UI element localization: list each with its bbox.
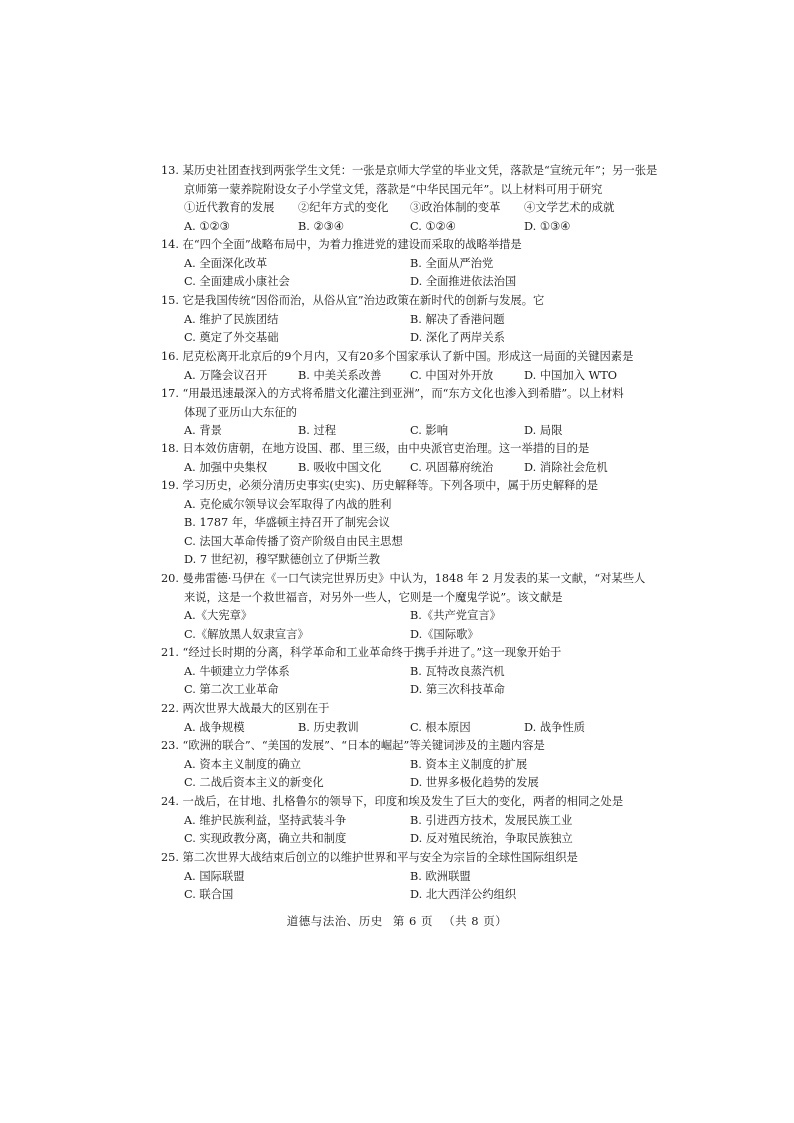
option-b: B. 瓦特改良蒸汽机 bbox=[410, 664, 505, 678]
option-a: A. ①②③ bbox=[184, 219, 230, 233]
question-15 bbox=[161, 292, 641, 348]
option-a: A. 加强中央集权 bbox=[184, 460, 268, 474]
question-19 bbox=[161, 477, 641, 570]
options-row bbox=[161, 255, 641, 274]
question-22 bbox=[161, 700, 641, 737]
option-a: A. 背景 bbox=[184, 424, 222, 438]
question-stem: 21. “经过长时期的分离，科学革命和工业革命终于携手并进了。”这一现象开始于 bbox=[161, 646, 562, 659]
option-a: A. 国际联盟 bbox=[184, 869, 245, 883]
footer-subject: 道德与法治、历史 bbox=[286, 914, 383, 928]
options-row bbox=[161, 886, 641, 905]
option-d: D. 局限 bbox=[524, 424, 563, 438]
option-a: A. 战争规模 bbox=[184, 720, 245, 734]
question-stem: 15. 它是我国传统“因俗而治，从俗从宜”治边政策在新时代的创新与发展。它 bbox=[161, 294, 545, 307]
option-d: D. 第三次科技革命 bbox=[410, 683, 505, 697]
sub-statement: ④文学艺术的成就 bbox=[524, 201, 615, 215]
options-row bbox=[161, 756, 641, 775]
option-d: D. 世界多极化趋势的发展 bbox=[410, 776, 539, 790]
options-row bbox=[161, 218, 641, 237]
option-c: C. 联合国 bbox=[184, 888, 234, 902]
option-c: C. 影响 bbox=[410, 424, 449, 438]
option-d: D. ①③④ bbox=[524, 219, 571, 233]
question-stem: 24. 一战后，在甘地、扎格鲁尔的领导下，印度和埃及发生了巨大的变化，两者的相同之处是 bbox=[161, 795, 624, 808]
option-c: C. ①②④ bbox=[410, 219, 456, 233]
question-23 bbox=[161, 737, 641, 793]
option-a: A. 克伦威尔领导议会军取得了内战的胜利 bbox=[184, 497, 392, 511]
option-d: D. 北大西洋公约组织 bbox=[410, 888, 517, 902]
option-c: C. 第二次工业革命 bbox=[184, 683, 279, 697]
options-row bbox=[161, 367, 641, 386]
option-d: D. 深化了两岸关系 bbox=[410, 331, 505, 345]
question-16 bbox=[161, 348, 641, 385]
question-stem-continued: 京师第一蒙养院附设女子小学堂文凭，落款是“中华民国元年”。以上材料可用于研究 bbox=[184, 182, 603, 196]
option-b: B. 吸收中国文化 bbox=[298, 460, 382, 474]
question-17 bbox=[161, 385, 641, 441]
question-stem-continued: 来说，这是一个救世福音，对另外一些人，它则是一个魔鬼学说”。该文献是 bbox=[184, 590, 563, 604]
sub-statements bbox=[161, 199, 641, 218]
options-row bbox=[161, 422, 641, 441]
question-25 bbox=[161, 849, 641, 905]
option-b: B. 历史教训 bbox=[298, 720, 359, 734]
options-row bbox=[161, 329, 641, 348]
question-stem: 23. “欧洲的联合”、“美国的发展”、“日本的崛起”等关键词涉及的主题内容是 bbox=[161, 739, 545, 752]
question-stem: 14. 在“四个全面”战略布局中，为着力推进党的建设而采取的战略举措是 bbox=[161, 238, 522, 251]
option-a: A. 牛顿建立力学体系 bbox=[184, 664, 290, 678]
page-footer bbox=[0, 913, 794, 929]
options-row bbox=[161, 626, 641, 645]
option-b: B. 过程 bbox=[298, 424, 337, 438]
option-a: A.《大宪章》 bbox=[184, 609, 253, 623]
option-a: A. 维护了民族团结 bbox=[184, 312, 279, 326]
option-c: C. 奠定了外交基础 bbox=[184, 331, 279, 345]
options-row bbox=[161, 719, 641, 738]
option-c: C. 巩固幕府统治 bbox=[410, 460, 494, 474]
option-c: C. 实现政教分离，确立共和制度 bbox=[184, 832, 347, 846]
question-stem: 25. 第二次世界大战结束后创立的以维护世界和平与安全为宗旨的全球性国际组织是 bbox=[161, 851, 578, 864]
option-d: D. 消除社会危机 bbox=[524, 460, 608, 474]
option-d: D. 中国加入 WTO bbox=[524, 368, 618, 382]
option-b: B. 全面从严治党 bbox=[410, 256, 494, 270]
option-d: D. 7 世纪初，穆罕默德创立了伊斯兰教 bbox=[184, 553, 381, 567]
footer-total-pages: （共 8 页） bbox=[443, 914, 508, 928]
options-row bbox=[161, 774, 641, 793]
options-row bbox=[161, 311, 641, 330]
options-row bbox=[161, 681, 641, 700]
footer-page-number: 第 6 页 bbox=[392, 914, 433, 928]
option-c: C. 根本原因 bbox=[410, 720, 471, 734]
option-b: B. ②③④ bbox=[298, 219, 344, 233]
question-14 bbox=[161, 236, 641, 292]
options-row bbox=[161, 868, 641, 887]
options-row bbox=[161, 459, 641, 478]
option-c: C. 法国大革命传播了资产阶级自由民主思想 bbox=[184, 534, 403, 548]
question-stem: 17. “用最迅速最深入的方式将希腊文化灌注到亚洲”，而“东方文化也渗入到希腊”。以上材料 bbox=[161, 387, 624, 400]
option-a: A. 维护民族利益，坚持武装斗争 bbox=[184, 813, 347, 827]
options-row bbox=[161, 663, 641, 682]
sub-statement: ②纪年方式的变化 bbox=[298, 201, 389, 215]
option-d: D.《国际歌》 bbox=[410, 627, 479, 641]
option-a: A. 资本主义制度的确立 bbox=[184, 757, 302, 771]
option-b: B. 1787 年，华盛顿主持召开了制宪会议 bbox=[184, 516, 390, 530]
option-b: B.《共产党宣言》 bbox=[410, 609, 501, 623]
question-stem: 20. 曼弗雷德·马伊在《一口气读完世界历史》中认为，1848 年 2 月发表的某一文献，“对某些人 bbox=[161, 572, 646, 585]
question-18 bbox=[161, 440, 641, 477]
options-row bbox=[161, 273, 641, 292]
question-stem-continued: 体现了亚历山大东征的 bbox=[184, 405, 297, 419]
options-row bbox=[161, 812, 641, 831]
question-13 bbox=[161, 162, 658, 236]
option-a: A. 全面深化改革 bbox=[184, 256, 268, 270]
option-b: B. 解决了香港问题 bbox=[410, 312, 505, 326]
option-c: C.《解放黑人奴隶宣言》 bbox=[184, 627, 309, 641]
question-24 bbox=[161, 793, 641, 849]
option-b: B. 引进西方技术，发展民族工业 bbox=[410, 813, 573, 827]
question-stem: 19. 学习历史，必须分清历史事实(史实)、历史解释等。下列各项中，属于历史解释的是 bbox=[161, 479, 599, 492]
option-d: D. 反对殖民统治，争取民族独立 bbox=[410, 832, 573, 846]
option-b: B. 中美关系改善 bbox=[298, 368, 382, 382]
option-b: B. 欧洲联盟 bbox=[410, 869, 471, 883]
question-stem: 18. 日本效仿唐朝，在地方设国、郡、里三级，由中央派官吏治理。这一举措的目的是 bbox=[161, 442, 590, 455]
option-b: B. 资本主义制度的扩展 bbox=[410, 757, 528, 771]
option-a: A. 万隆会议召开 bbox=[184, 368, 268, 382]
options-row bbox=[161, 607, 641, 626]
question-stem: 22. 两次世界大战最大的区别在于 bbox=[161, 702, 330, 715]
option-c: C. 二战后资本主义的新变化 bbox=[184, 776, 324, 790]
option-c: C. 中国对外开放 bbox=[410, 368, 494, 382]
sub-statement: ③政治体制的变革 bbox=[410, 201, 501, 215]
question-stem: 16. 尼克松离开北京后的9个月内，又有20多个国家承认了新中国。形成这一局面的关键因素是 bbox=[161, 350, 634, 363]
option-c: C. 全面建成小康社会 bbox=[184, 275, 290, 289]
option-d: D. 全面推进依法治国 bbox=[410, 275, 517, 289]
sub-statement: ①近代教育的发展 bbox=[184, 201, 275, 215]
question-20 bbox=[161, 570, 646, 644]
option-d: D. 战争性质 bbox=[524, 720, 586, 734]
options-row bbox=[161, 830, 641, 849]
question-stem: 13. 某历史社团查找到两张学生文凭：一张是京师大学堂的毕业文凭，落款是“宣统元年”；另一张是 bbox=[161, 164, 658, 177]
question-21 bbox=[161, 644, 641, 700]
